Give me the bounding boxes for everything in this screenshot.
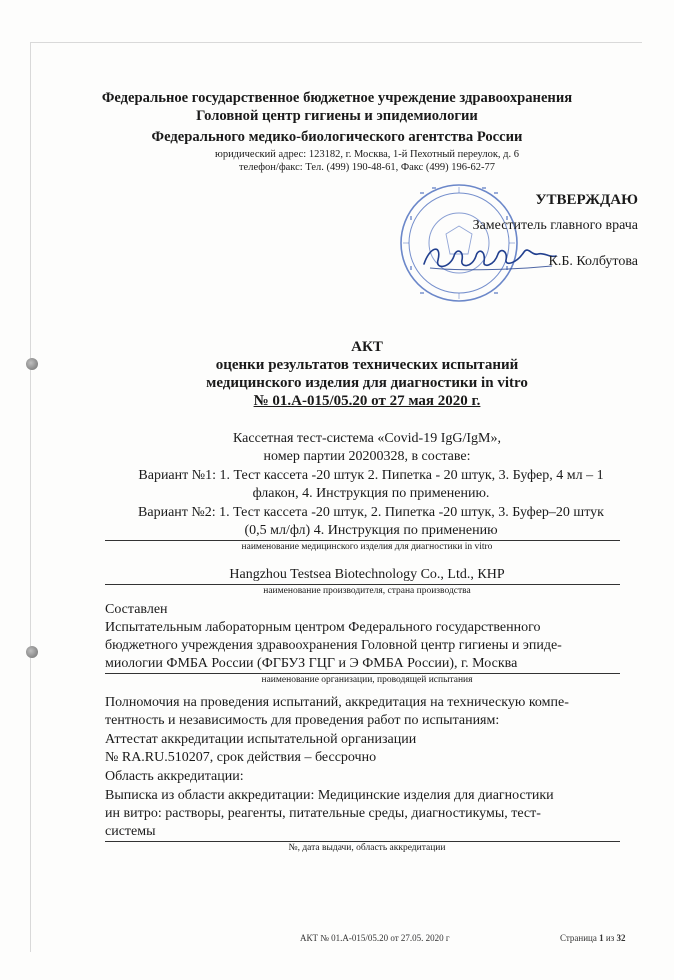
manufacturer-name: Hangzhou Testsea Biotechnology Co., Ltd., КНР — [229, 567, 505, 582]
accreditation-line-5: Область аккредитации: — [105, 769, 244, 784]
act-title: АКТ — [351, 339, 383, 355]
page-separator: из — [603, 933, 617, 943]
page-current: 1 — [599, 933, 604, 943]
page-edge-top — [30, 42, 642, 43]
compiled-line-1: Испытательным лабораторным центром Федерального государственного — [105, 620, 541, 635]
accreditation-line-2: тентность и независимость для проведения работ по испытаниям: — [105, 713, 500, 728]
footer-reference: АКТ № 01.А-015/05.20 от 27.05. 2020 г — [300, 933, 450, 943]
field-rule — [105, 673, 620, 674]
accreditation-line-7: ин витро: растворы, реагенты, питательные среды, диагностикумы, тест- — [105, 806, 541, 821]
org-phone: телефон/факс: Тел. (499) 190-48-61, Факс (499) 196-62-77 — [238, 162, 496, 173]
org-address: юридический адрес: 123182, г. Москва, 1-й Пехотный переулок, д. 6 — [214, 149, 520, 160]
act-number-text: № 01.А-015/05.20 от 27 мая 2020 г. — [253, 393, 481, 409]
accreditation-line-4: № RA.RU.510207, срок действия – бессрочно — [105, 750, 377, 765]
org-line-3: Федерального медико-биологического агентства России — [151, 129, 523, 145]
act-subtitle-2: медицинского изделия для диагностики in vitro — [206, 375, 528, 391]
org-line-2: Головной центр гигиены и эпидемиологии — [196, 108, 478, 124]
compiled-caption: наименование организации, проводящей испытания — [261, 675, 473, 685]
product-batch: номер партии 20200328, в составе: — [263, 449, 471, 464]
approval-title: УТВЕРЖДАЮ — [535, 192, 638, 208]
variant-1-line-1: Вариант №1: 1. Тест кассета -20 штук 2. Пипетка - 20 штук, 3. Буфер, 4 мл – 1 — [138, 468, 604, 483]
field-rule — [105, 584, 620, 585]
manufacturer-caption: наименование производителя, страна производства — [263, 586, 471, 596]
page-total: 32 — [616, 933, 626, 943]
product-caption: наименование медицинского изделия для диагностики in vitro — [241, 542, 493, 552]
field-rule — [105, 841, 620, 842]
field-rule — [105, 540, 620, 541]
signature-image — [420, 238, 560, 274]
binding-hole — [26, 646, 38, 658]
page-prefix: Страница — [560, 933, 600, 943]
accreditation-line-6: Выписка из области аккредитации: Медицинские изделия для диагностики — [105, 788, 554, 803]
approval-position: Заместитель главного врача — [472, 218, 638, 233]
page-edge-left — [30, 42, 31, 952]
org-line-1: Федеральное государственное бюджетное учреждение здравоохранения — [101, 90, 573, 106]
footer-page-number — [560, 933, 626, 943]
compiled-label: Составлен — [105, 602, 168, 617]
compiled-line-2: бюджетного учреждения здравоохранения Головной центр гигиены и эпиде- — [105, 638, 562, 653]
accreditation-line-8: системы — [105, 824, 156, 839]
variant-1-line-2: флакон, 4. Инструкция по применению. — [252, 486, 490, 501]
act-number — [30, 392, 674, 410]
variant-2-line-2: (0,5 мл/фл) 4. Инструкция по применению — [244, 523, 498, 538]
variant-2-line-1: Вариант №2: 1. Тест кассета -20 штук, 2. Пипетка -20 штук, 3. Буфер–20 штук — [138, 505, 604, 520]
accreditation-caption: №, дата выдачи, область аккредитации — [288, 843, 446, 853]
accreditation-line-3: Аттестат аккредитации испытательной организации — [105, 732, 417, 747]
approval-signer: К.Б. Колбутова — [548, 254, 638, 269]
accreditation-line-1: Полномочия на проведения испытаний, аккредитация на техническую компе- — [105, 695, 569, 710]
act-subtitle-1: оценки результатов технических испытаний — [215, 357, 519, 373]
compiled-line-3: миологии ФМБА России (ФГБУЗ ГЦГ и Э ФМБА России), г. Москва — [105, 656, 518, 671]
product-name: Кассетная тест-система «Covid-19 IgG/IgM», — [232, 431, 501, 446]
